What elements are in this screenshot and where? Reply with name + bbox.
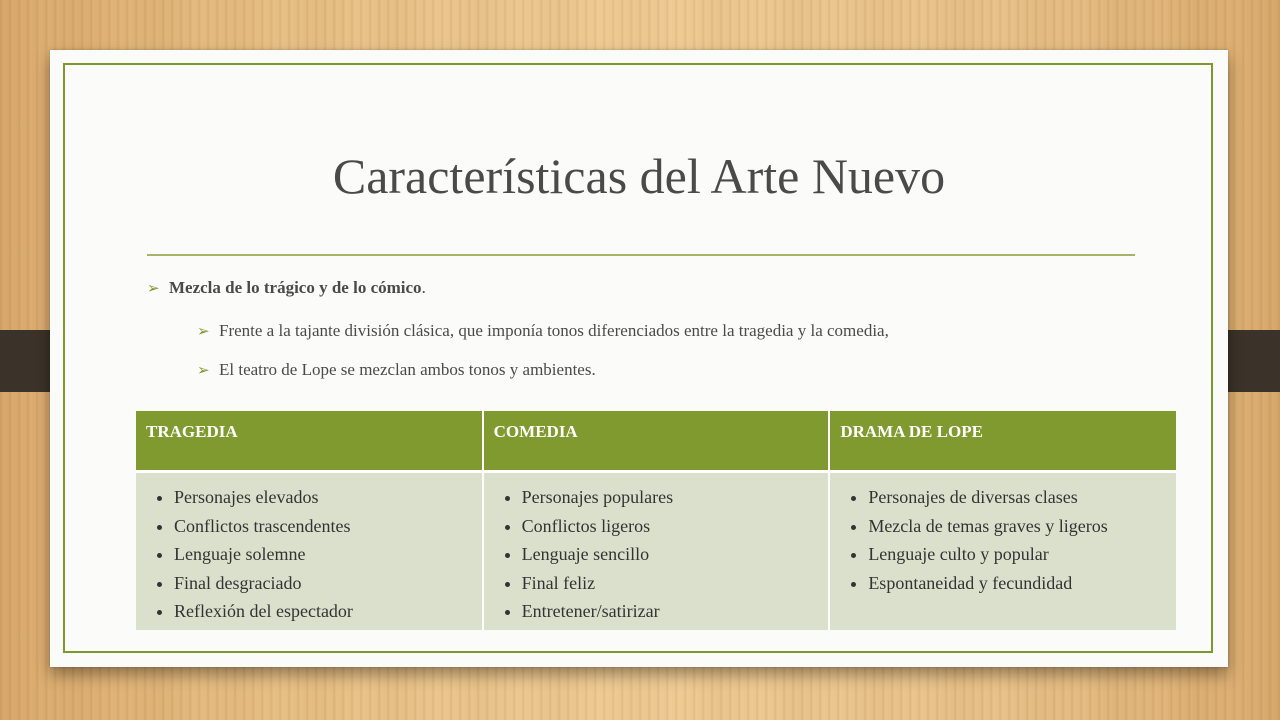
list-item: • Personajes populares — [522, 483, 821, 512]
bullet-level2 — [197, 359, 596, 382]
bullet-level2 — [197, 320, 889, 343]
list-item: • Final feliz — [522, 569, 821, 598]
header-comedia: COMEDIA — [483, 411, 830, 472]
table-header-row — [136, 411, 1176, 472]
bullet-level1 — [147, 277, 426, 300]
list-item: • Conflictos ligeros — [522, 512, 821, 541]
list-item: • Reflexión del espectador — [174, 597, 474, 626]
header-tragedia: TRAGEDIA — [136, 411, 483, 472]
list-item: • Final desgraciado — [174, 569, 474, 598]
comparison-table — [136, 411, 1176, 630]
list-item: • Personajes elevados — [174, 483, 474, 512]
arrow-bullet-icon: ➢ — [197, 363, 210, 379]
list-item: • Mezcla de temas graves y ligeros — [868, 512, 1168, 541]
slide-title: Características del Arte Nuevo — [332, 148, 946, 204]
list-item: • Lenguaje solemne — [174, 540, 474, 569]
cell-tragedia — [136, 472, 483, 630]
header-drama-de-lope: DRAMA DE LOPE — [829, 411, 1176, 472]
arrow-bullet-icon: ➢ — [197, 324, 210, 340]
list-item: • Conflictos trascendentes — [174, 512, 474, 541]
comedia-list — [492, 483, 821, 626]
bullet-text: Frente a la tajante división clásica, que imponía tonos diferenciados entre la tragedia y la comedia, — [219, 321, 889, 340]
list-item: • Lenguaje culto y popular — [868, 540, 1168, 569]
bullet-text: El teatro de Lope se mezclan ambos tonos y ambientes. — [219, 360, 596, 379]
title-divider — [147, 254, 1135, 256]
tragedia-list — [144, 483, 474, 626]
cell-drama-de-lope — [829, 472, 1176, 630]
bullet-text: Mezcla de lo trágico y de lo cómico — [169, 278, 422, 297]
list-item: • Personajes de diversas clases — [868, 483, 1168, 512]
slide — [50, 50, 1228, 667]
bullet-suffix: . — [421, 278, 426, 297]
list-item: • Entretener/satirizar — [522, 597, 821, 626]
arrow-bullet-icon: ➢ — [147, 281, 160, 297]
cell-comedia — [483, 472, 830, 630]
drama-de-lope-list — [838, 483, 1168, 597]
list-item: • Lenguaje sencillo — [522, 540, 821, 569]
list-item: • Espontaneidad y fecundidad — [868, 569, 1168, 598]
table-body-row — [136, 472, 1176, 630]
